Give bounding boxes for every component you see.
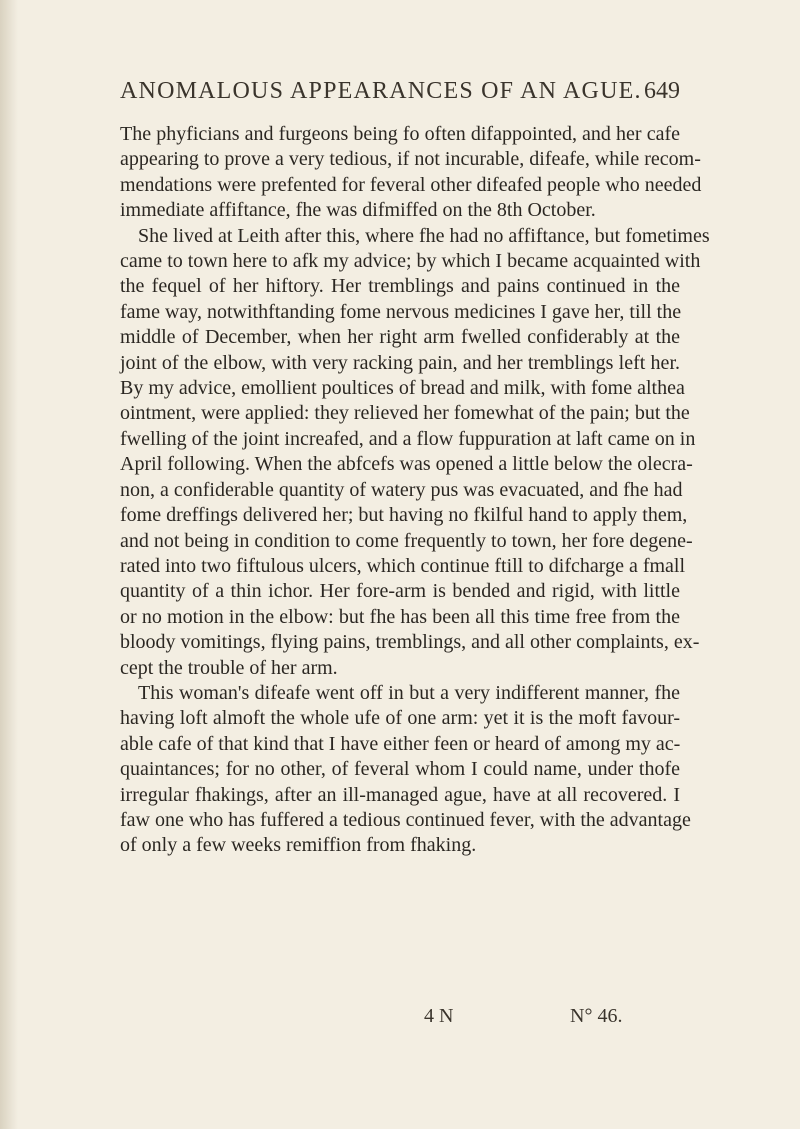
text-line: and not being in condition to come frequently to town, her fore degene- (120, 529, 693, 552)
text-line: having loft almoft the whole ufe of one arm: yet it is the moft favour- (120, 707, 680, 730)
text-line: ointment, were applied: they relieved her fomewhat of the pain; but the (120, 402, 690, 425)
text-line: the fequel of her hiftory. Her tremblings and pains continued in the (120, 275, 680, 298)
text-line: quantity of a thin ichor. Her fore-arm is bended and rigid, with little (120, 580, 680, 603)
text-line: joint of the elbow, with very racking pain, and her tremblings left her. (120, 351, 680, 374)
paragraph-1 (120, 122, 702, 224)
text-line: immediate affiftance, fhe was difmiffed on the 8th October. (120, 199, 596, 222)
text-line: The phyficians and furgeons being fo often difappointed, and her cafe (120, 123, 680, 145)
text-line: able cafe of that kind that I have either feen or heard of among my ac- (120, 732, 681, 755)
page-footer (0, 1005, 800, 1035)
text-line: faw one who has fuffered a tedious continued fever, with the advantage (120, 808, 691, 831)
paragraph-3 (120, 681, 691, 859)
running-head: ANOMALOUS APPEARANCES OF AN AGUE. (120, 78, 642, 104)
text-line: She lived at Leith after this, where fhe had no affiftance, but fometimes (138, 224, 710, 247)
text-line: cept the trouble of her arm. (120, 656, 338, 679)
text-line: bloody vomitings, flying pains, tremblings, and all other complaints, ex- (120, 631, 700, 654)
page-number: 649 (644, 78, 680, 104)
text-line: mendations were prefented for feveral other difeafed people who needed (120, 173, 702, 196)
text-line: irregular fhakings, after an ill-managed ague, have at all recovered. I (120, 783, 680, 806)
text-line: came to town here to afk my advice; by which I became acquainted with (120, 250, 701, 273)
page-edge-shadow (0, 0, 18, 1129)
text-line: rated into two fiftulous ulcers, which continue ftill to difcharge a fmall (120, 554, 686, 577)
text-line: middle of December, when her right arm fwelled confiderably at the (120, 326, 680, 349)
body-text (120, 122, 710, 859)
text-line: fame way, notwithftanding fome nervous medicines I gave her, till the (120, 300, 682, 323)
number-mark: N° 46. (570, 1005, 623, 1027)
text-line: April following. When the abfcefs was opened a little below the olecra- (120, 453, 693, 476)
page-header (120, 78, 680, 110)
text-line: fome dreffings delivered her; but having no fkilful hand to apply them, (120, 504, 688, 527)
text-line: non, a confiderable quantity of watery pus was evacuated, and fhe had (120, 478, 683, 501)
signature-mark: 4 N (424, 1005, 454, 1027)
text-line: By my advice, emollient poultices of bread and milk, with fome althea (120, 377, 685, 400)
paragraph-2 (120, 224, 710, 681)
text-line: or no motion in the elbow: but fhe has been all this time free from the (120, 605, 680, 628)
text-line: of only a few weeks remiffion from fhaking. (120, 834, 477, 857)
text-line: appearing to prove a very tedious, if not incurable, difeafe, while recom- (120, 148, 701, 171)
text-line: quaintances; for no other, of feveral whom I could name, under thofe (120, 758, 680, 781)
text-line: fwelling of the joint increafed, and a flow fuppuration at laft came on in (120, 427, 696, 450)
text-line: This woman's difeafe went off in but a very indifferent manner, fhe (138, 681, 680, 704)
